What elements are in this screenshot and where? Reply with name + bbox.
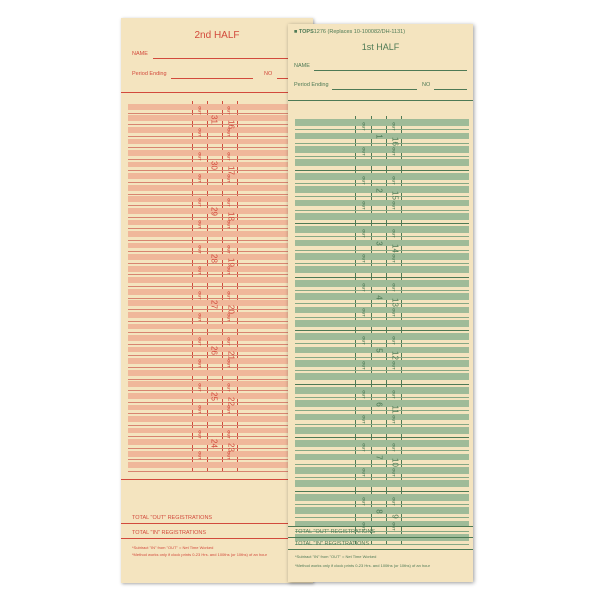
out-tag: OUT <box>391 521 397 531</box>
day-number: 8 <box>374 508 384 514</box>
day-number: 9 <box>390 514 400 519</box>
time-row <box>295 414 469 424</box>
out-tag: OUT <box>226 312 232 322</box>
out-tag: OUT <box>197 383 203 393</box>
out-tag: OUT <box>226 152 232 161</box>
day-block <box>128 240 313 286</box>
day-number: 29 <box>209 207 219 217</box>
total-out-line <box>121 523 313 524</box>
time-row <box>295 373 469 380</box>
row-rule <box>128 113 313 114</box>
row-rule <box>128 344 313 345</box>
day-number: 20 <box>226 304 236 314</box>
time-row <box>295 146 469 156</box>
out-tag: OUT <box>391 200 397 210</box>
row-rule <box>295 156 469 157</box>
out-tag: OUT <box>226 198 232 208</box>
out-tag: OUT <box>226 291 232 300</box>
name-line <box>314 70 467 71</box>
out-tag: OUT <box>391 175 397 185</box>
out-tag: OUT <box>197 429 203 439</box>
out-tag: OUT <box>197 312 203 322</box>
subtract-note: *Subtract "IN" from "OUT" = Net Time Worked <box>132 545 214 550</box>
row-rule <box>128 471 313 472</box>
out-tag: OUT <box>197 152 203 161</box>
number-label: NO <box>422 82 431 88</box>
row-rule <box>128 251 313 252</box>
time-card-first-half <box>288 24 473 582</box>
out-tag: OUT <box>391 414 397 424</box>
out-tag: OUT <box>226 405 232 414</box>
day-number: 27 <box>209 299 219 309</box>
time-row <box>295 387 469 394</box>
method-note: *Method works only if clock prints 0-23 Hrs. and 100ths (or 10ths) of an hour <box>132 552 267 557</box>
out-tag: OUT <box>197 359 203 368</box>
day-block <box>128 286 313 332</box>
time-row <box>128 139 313 145</box>
time-row <box>128 428 313 434</box>
time-row <box>295 307 469 317</box>
day-number: 23 <box>226 443 236 453</box>
out-tag: OUT <box>391 468 397 477</box>
time-row <box>128 231 313 237</box>
block-divider <box>295 491 469 492</box>
period-line <box>332 89 417 90</box>
out-tag: OUT <box>361 389 367 399</box>
time-row <box>128 405 313 414</box>
row-rule <box>295 477 469 478</box>
name-label: NAME <box>294 63 310 69</box>
row-rule <box>295 424 469 425</box>
total-out-line <box>288 537 473 538</box>
time-row <box>128 196 313 202</box>
day-block <box>295 223 469 277</box>
out-tag: OUT <box>361 443 367 452</box>
name-label: NAME <box>132 51 148 57</box>
day-number: 24 <box>209 438 219 448</box>
time-row <box>128 370 313 376</box>
time-row <box>128 451 313 457</box>
day-number: 14 <box>390 244 400 254</box>
out-tag: OUT <box>361 414 367 424</box>
day-number: 10 <box>390 458 400 468</box>
day-number: 28 <box>209 253 219 263</box>
out-tag: OUT <box>361 254 367 263</box>
out-tag: OUT <box>391 307 397 317</box>
out-tag: OUT <box>391 147 397 156</box>
time-row <box>128 462 313 468</box>
time-row <box>128 416 313 422</box>
name-line <box>153 58 307 59</box>
time-row <box>128 312 313 318</box>
out-tag: OUT <box>226 266 232 276</box>
row-rule <box>128 436 313 437</box>
day-number: 3 <box>374 241 384 246</box>
time-row <box>295 320 469 327</box>
card-title: 1st HALF <box>361 42 400 52</box>
time-row <box>128 335 313 341</box>
day-number: 16 <box>390 137 400 147</box>
time-row <box>128 115 313 121</box>
day-number: 16 <box>226 119 236 129</box>
out-tag: OUT <box>361 229 367 238</box>
time-row <box>295 173 469 180</box>
out-tag: OUT <box>197 174 203 183</box>
day-number: 11 <box>390 405 400 414</box>
time-row <box>295 440 469 447</box>
time-row <box>128 185 313 191</box>
period-ending-label: Period Ending <box>294 82 329 88</box>
time-row <box>295 159 469 166</box>
total-in-label: TOTAL "IN" REGISTRATIONS <box>132 530 206 536</box>
row-rule <box>128 274 313 275</box>
day-number: 6 <box>374 401 384 407</box>
out-tag: OUT <box>361 361 367 370</box>
time-row <box>128 347 313 353</box>
out-tag: OUT <box>197 244 203 254</box>
out-tag: OUT <box>197 451 203 461</box>
day-number: 25 <box>209 392 219 402</box>
day-block <box>295 384 469 438</box>
brand-line <box>294 29 405 35</box>
number-label: NO <box>264 71 273 77</box>
time-row <box>295 494 469 501</box>
out-tag: OUT <box>226 429 232 439</box>
out-tag: OUT <box>197 106 203 115</box>
time-row <box>128 173 313 179</box>
out-tag: OUT <box>197 220 203 229</box>
row-rule <box>128 228 313 229</box>
block-divider <box>295 330 469 331</box>
out-tag: OUT <box>226 337 232 346</box>
time-row <box>295 119 469 126</box>
row-rule <box>128 367 313 368</box>
row-rule <box>295 210 469 211</box>
out-tag: OUT <box>226 244 232 254</box>
tops-logo-icon: ■ <box>294 29 298 35</box>
time-row <box>295 360 469 370</box>
row-rule <box>128 170 313 171</box>
out-tag: OUT <box>226 359 232 368</box>
time-row <box>128 104 313 110</box>
day-number: 18 <box>226 212 236 221</box>
out-tag: OUT <box>226 174 232 183</box>
out-tag: OUT <box>391 336 397 345</box>
row-rule <box>128 390 313 391</box>
period-ending-label: Period Ending <box>132 71 167 77</box>
day-number: 17 <box>226 165 236 175</box>
time-row <box>128 439 313 445</box>
block-divider <box>295 384 469 385</box>
day-number: 26 <box>209 346 219 356</box>
day-number: 15 <box>390 190 400 200</box>
out-tag: OUT <box>391 361 397 370</box>
time-row <box>295 253 469 263</box>
row-rule <box>128 459 313 460</box>
time-row <box>295 213 469 220</box>
day-block <box>295 491 469 545</box>
card-title: 2nd HALF <box>194 30 240 41</box>
out-tag: OUT <box>391 254 397 263</box>
out-tag: OUT <box>226 220 232 229</box>
total-out-label: TOTAL "OUT" REGISTRATIONS <box>295 529 376 535</box>
day-block <box>295 277 469 331</box>
day-number: 22 <box>226 397 236 406</box>
time-row <box>128 150 313 156</box>
time-row <box>128 127 313 133</box>
time-row <box>295 333 469 340</box>
row-rule <box>128 159 313 160</box>
day-block <box>128 379 313 425</box>
time-row <box>128 324 313 330</box>
row-rule <box>128 402 313 403</box>
total-out-label: TOTAL "OUT" REGISTRATIONS <box>132 515 213 521</box>
out-tag: OUT <box>226 383 232 393</box>
brand-name: TOPS <box>298 29 314 35</box>
day-block <box>295 330 469 384</box>
row-rule <box>128 355 313 356</box>
time-row <box>128 243 313 249</box>
registration-grid <box>128 101 313 471</box>
period-line <box>171 78 253 79</box>
time-card-second-half <box>121 18 313 583</box>
out-tag: OUT <box>361 521 367 531</box>
time-row <box>128 277 313 283</box>
number-line <box>434 89 467 90</box>
time-row <box>295 427 469 434</box>
time-row <box>128 208 313 214</box>
day-block <box>128 332 313 378</box>
header-divider <box>288 100 473 101</box>
time-row <box>295 480 469 487</box>
day-block <box>128 101 313 147</box>
row-rule <box>128 205 313 206</box>
time-row <box>128 358 313 364</box>
row-rule <box>128 448 313 449</box>
time-row <box>128 300 313 306</box>
total-in-line <box>121 538 313 539</box>
out-tag: OUT <box>391 496 397 506</box>
out-tag: OUT <box>391 282 397 292</box>
total-in-label: TOTAL "IN" REGISTRATIONS <box>295 541 369 547</box>
registration-grid <box>295 116 469 544</box>
method-note: *Method works only if clock prints 0-23 Hrs. and 100ths (or 10ths) of an hour <box>295 563 430 568</box>
row-rule <box>128 136 313 137</box>
out-tag: OUT <box>197 337 203 346</box>
time-row <box>295 266 469 273</box>
out-tag: OUT <box>391 443 397 452</box>
time-row <box>295 226 469 233</box>
out-tag: OUT <box>361 147 367 156</box>
row-rule <box>295 263 469 264</box>
day-number: 4 <box>374 294 384 300</box>
out-tag: OUT <box>226 127 232 137</box>
out-tag: OUT <box>226 451 232 461</box>
block-divider <box>295 437 469 438</box>
time-row <box>128 289 313 295</box>
out-tag: OUT <box>361 468 367 477</box>
row-rule <box>128 263 313 264</box>
day-number: 30 <box>209 161 219 171</box>
out-tag: OUT <box>391 122 397 131</box>
day-block <box>128 425 313 471</box>
out-tag: OUT <box>197 198 203 208</box>
block-divider <box>295 223 469 224</box>
out-tag: OUT <box>197 405 203 414</box>
row-rule <box>128 217 313 218</box>
out-tag: OUT <box>361 200 367 210</box>
row-rule <box>128 182 313 183</box>
grid-bottom-rule <box>121 479 313 480</box>
out-tag: OUT <box>361 175 367 185</box>
day-number: 1 <box>374 134 384 139</box>
time-row <box>295 200 469 210</box>
block-divider <box>295 277 469 278</box>
out-tag: OUT <box>197 127 203 137</box>
out-tag: OUT <box>361 496 367 506</box>
row-rule <box>128 321 313 322</box>
header-divider <box>121 92 313 93</box>
row-rule <box>295 317 469 318</box>
time-row <box>128 393 313 399</box>
form-code: 1276 (Replaces 10-100082/DH-1131) <box>313 29 406 35</box>
day-number: 31 <box>209 114 219 124</box>
time-row <box>128 381 313 387</box>
out-tag: OUT <box>361 336 367 345</box>
subtract-note: *Subtract "IN" from "OUT" = Net Time Worked <box>295 554 377 559</box>
day-number: 5 <box>374 348 384 353</box>
block-divider <box>295 170 469 171</box>
day-block <box>128 147 313 193</box>
time-row <box>295 280 469 287</box>
out-tag: OUT <box>391 389 397 399</box>
out-tag: OUT <box>197 291 203 300</box>
time-row <box>128 162 313 168</box>
day-number: 13 <box>390 297 400 307</box>
day-block <box>128 194 313 240</box>
time-row <box>295 467 469 477</box>
out-tag: OUT <box>391 229 397 238</box>
day-block <box>295 170 469 224</box>
day-number: 12 <box>390 351 400 361</box>
day-block <box>295 437 469 491</box>
day-number: 2 <box>374 187 384 193</box>
day-block <box>295 116 469 170</box>
row-rule <box>128 124 313 125</box>
out-tag: OUT <box>361 122 367 131</box>
out-tag: OUT <box>361 282 367 292</box>
day-number: 21 <box>226 350 236 360</box>
row-rule <box>295 370 469 371</box>
day-number: 19 <box>226 258 236 268</box>
row-rule <box>128 298 313 299</box>
time-row <box>128 254 313 260</box>
time-row <box>128 220 313 229</box>
out-tag: OUT <box>226 106 232 115</box>
row-rule <box>128 413 313 414</box>
row-rule <box>128 309 313 310</box>
out-tag: OUT <box>361 307 367 317</box>
grid-bottom-rule <box>288 526 473 527</box>
total-in-line <box>288 549 473 550</box>
time-row <box>128 266 313 272</box>
out-tag: OUT <box>197 266 203 276</box>
day-number: 7 <box>374 455 384 460</box>
